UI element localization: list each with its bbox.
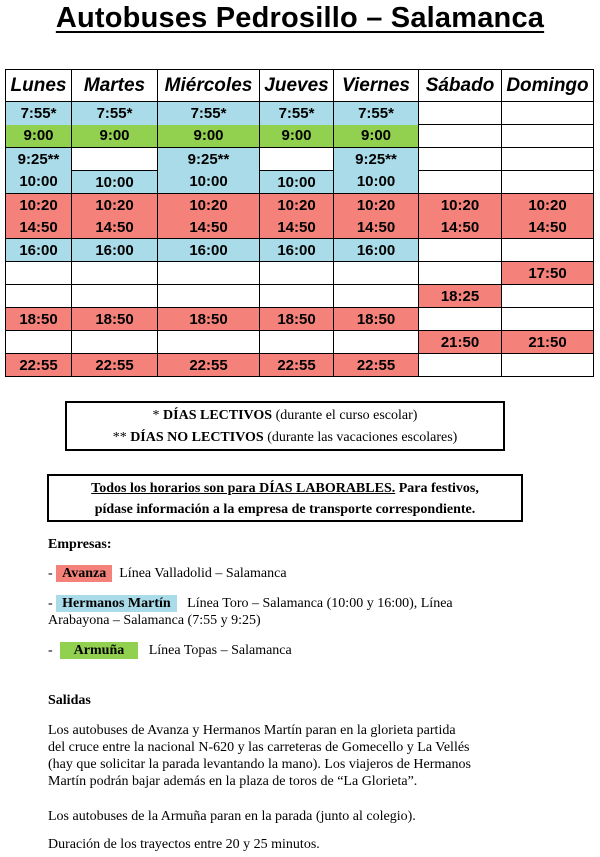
schedule-row <box>6 285 594 308</box>
schedule-cell <box>6 262 72 285</box>
legend-box <box>65 401 505 451</box>
salidas-paragraph-3: Duración de los trayectos entre 20 y 25 minutos. <box>48 837 320 852</box>
schedule-cell: 9:25** <box>158 148 260 171</box>
schedule-cell <box>72 285 158 308</box>
schedule-cell <box>502 171 594 194</box>
schedule-cell: 7:55* <box>158 102 260 125</box>
schedule-row <box>6 262 594 285</box>
schedule-cell: 7:55* <box>334 102 419 125</box>
schedule-cell <box>334 285 419 308</box>
schedule-cell: 7:55* <box>6 102 72 125</box>
schedule-cell: 14:50 <box>502 216 594 239</box>
schedule-cell <box>158 331 260 354</box>
schedule-cell: 10:00 <box>334 171 419 194</box>
schedule-cell: 18:50 <box>6 308 72 331</box>
schedule-cell: 14:50 <box>334 216 419 239</box>
salidas-paragraph-2: Los autobuses de la Armuña paran en la parada (junto al colegio). <box>48 809 416 824</box>
schedule-cell <box>6 331 72 354</box>
schedule-cell: 22:55 <box>260 354 334 377</box>
schedule-cell <box>502 239 594 262</box>
company-avanza: - Avanza Línea Valladolid – Salamanca <box>48 566 287 581</box>
schedule-cell: 17:50 <box>502 262 594 285</box>
schedule-cell <box>419 308 502 331</box>
schedule-cell: 9:00 <box>72 125 158 148</box>
schedule-cell: 14:50 <box>260 216 334 239</box>
schedule-cell <box>502 125 594 148</box>
day-header: Jueves <box>260 70 334 102</box>
hermanos-martin-badge: Hermanos Martín <box>56 595 176 612</box>
schedule-cell <box>158 262 260 285</box>
schedule-cell <box>72 148 158 171</box>
day-header: Lunes <box>6 70 72 102</box>
schedule-cell: 16:00 <box>260 239 334 262</box>
company-hermanos-martin: - Hermanos Martín Línea Toro – Salamanca (10:00 y 16:00), Línea Arabayona – Salamanca (7:55 y 9:25) <box>48 596 453 628</box>
schedule-row <box>6 171 594 194</box>
schedule-cell <box>502 354 594 377</box>
salidas-paragraph-1: Los autobuses de Avanza y Hermanos Martín paran en la glorieta partida del cruce entre la nacional N-620 y las carreteras de Gomecello y La Vellés (hay que solicitar la parada levantando la mano). Los viajeros de Hermanos Martín podrán bajar además en la plaza de toros de “La Glorieta”. <box>48 723 471 789</box>
schedule-cell: 18:25 <box>419 285 502 308</box>
legend-line-lectivos: * DÍAS LECTIVOS (durante el curso escolar) <box>152 408 418 423</box>
schedule-cell: 7:55* <box>260 102 334 125</box>
schedule-cell <box>6 285 72 308</box>
day-header: Sábado <box>419 70 502 102</box>
schedule-table <box>5 69 594 377</box>
schedule-cell: 22:55 <box>6 354 72 377</box>
day-header: Miércoles <box>158 70 260 102</box>
schedule-row <box>6 354 594 377</box>
schedule-cell: 9:25** <box>334 148 419 171</box>
day-header: Domingo <box>502 70 594 102</box>
schedule-cell <box>334 262 419 285</box>
schedule-cell <box>419 148 502 171</box>
schedule-cell: 16:00 <box>158 239 260 262</box>
schedule-cell: 10:00 <box>158 171 260 194</box>
schedule-cell <box>260 148 334 171</box>
schedule-cell: 14:50 <box>158 216 260 239</box>
schedule-cell: 14:50 <box>72 216 158 239</box>
schedule-cell <box>334 331 419 354</box>
schedule-cell <box>419 262 502 285</box>
schedule-cell: 14:50 <box>6 216 72 239</box>
schedule-cell: 9:25** <box>6 148 72 171</box>
schedule-cell: 14:50 <box>419 216 502 239</box>
day-header: Martes <box>72 70 158 102</box>
schedule-row <box>6 102 594 125</box>
page-title: Autobuses Pedrosillo – Salamanca <box>55 2 545 34</box>
schedule-cell <box>158 285 260 308</box>
schedule-body <box>6 102 594 377</box>
schedule-cell: 10:20 <box>334 194 419 217</box>
schedule-cell: 10:20 <box>6 194 72 217</box>
schedule-cell <box>502 308 594 331</box>
schedule-cell: 9:00 <box>158 125 260 148</box>
schedule-row <box>6 148 594 171</box>
schedule-cell: 7:55* <box>72 102 158 125</box>
schedule-cell: 10:20 <box>419 194 502 217</box>
schedule-row <box>6 331 594 354</box>
schedule-cell <box>502 285 594 308</box>
schedule-cell: 10:20 <box>72 194 158 217</box>
schedule-cell: 22:55 <box>158 354 260 377</box>
schedule-cell: 10:00 <box>72 171 158 194</box>
schedule-cell: 16:00 <box>72 239 158 262</box>
schedule-cell <box>419 354 502 377</box>
legend-line-no-lectivos: ** DÍAS NO LECTIVOS (durante las vacaciones escolares) <box>112 430 458 445</box>
schedule-row <box>6 239 594 262</box>
armuna-badge: Armuña <box>60 642 139 659</box>
salidas-heading: Salidas <box>48 693 91 708</box>
schedule-cell: 9:00 <box>334 125 419 148</box>
schedule-cell: 18:50 <box>158 308 260 331</box>
schedule-cell <box>502 148 594 171</box>
schedule-cell <box>260 262 334 285</box>
schedule-cell: 10:20 <box>502 194 594 217</box>
schedule-cell <box>260 331 334 354</box>
schedule-cell: 9:00 <box>6 125 72 148</box>
schedule-cell: 10:00 <box>260 171 334 194</box>
schedule-cell: 21:50 <box>419 331 502 354</box>
schedule-row <box>6 308 594 331</box>
schedule-cell: 9:00 <box>260 125 334 148</box>
schedule-cell: 18:50 <box>260 308 334 331</box>
schedule-row <box>6 125 594 148</box>
schedule-cell <box>260 285 334 308</box>
schedule-cell: 10:20 <box>158 194 260 217</box>
notice-box: Todos los horarios son para DÍAS LABORABLES. Para festivos, pídase información a la empresa de transporte correspondiente. <box>47 474 523 522</box>
schedule-cell: 16:00 <box>6 239 72 262</box>
day-header: Viernes <box>334 70 419 102</box>
schedule-cell: 10:20 <box>260 194 334 217</box>
schedule-cell <box>502 102 594 125</box>
company-armuna: - Armuña Línea Topas – Salamanca <box>48 643 292 658</box>
schedule-header-row <box>6 70 594 102</box>
schedule-row <box>6 194 594 217</box>
schedule-cell <box>72 331 158 354</box>
schedule-cell: 22:55 <box>72 354 158 377</box>
schedule-cell: 21:50 <box>502 331 594 354</box>
schedule-cell: 10:00 <box>6 171 72 194</box>
schedule-cell <box>72 262 158 285</box>
companies-heading: Empresas: <box>48 537 112 552</box>
schedule-cell <box>419 125 502 148</box>
schedule-cell <box>419 102 502 125</box>
avanza-badge: Avanza <box>56 565 112 582</box>
schedule-row <box>6 216 594 239</box>
schedule-cell: 16:00 <box>334 239 419 262</box>
schedule-cell: 18:50 <box>334 308 419 331</box>
schedule-cell: 22:55 <box>334 354 419 377</box>
schedule-cell <box>419 239 502 262</box>
schedule-cell <box>419 171 502 194</box>
schedule-cell: 18:50 <box>72 308 158 331</box>
